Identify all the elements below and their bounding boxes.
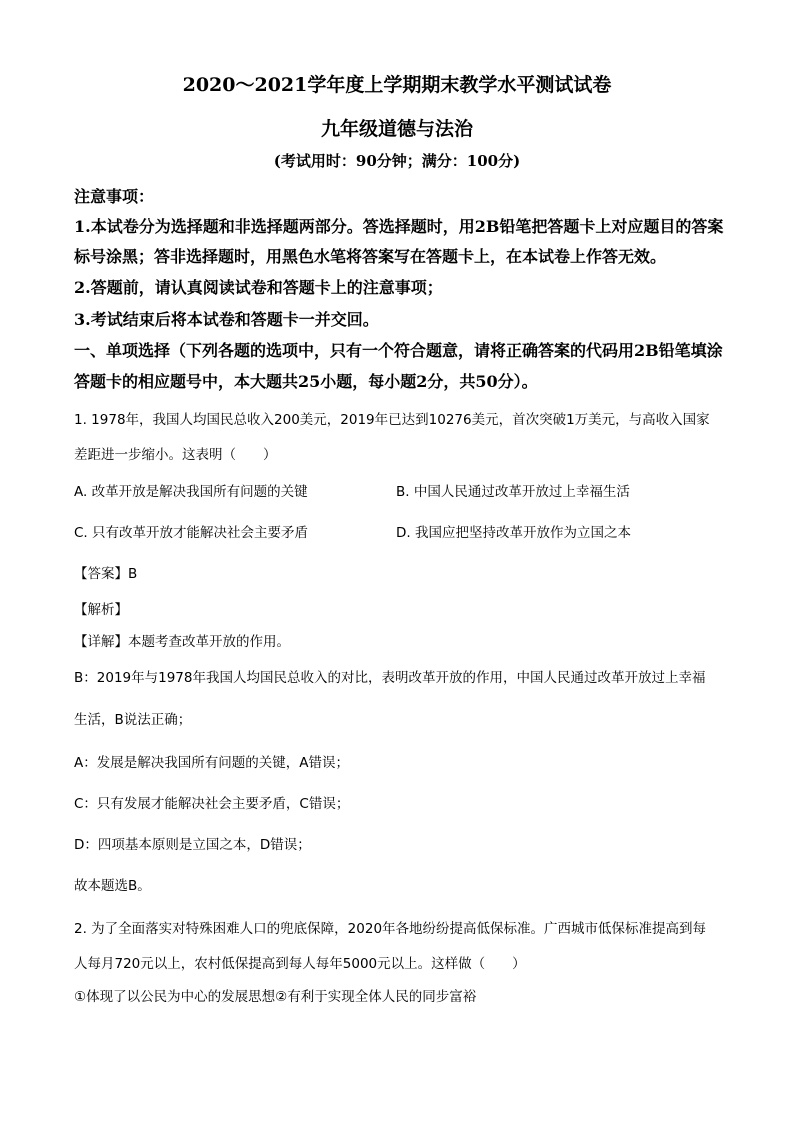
q2-stem-line-1: 2. 为了全面落实对特殊困难人口的兜底保障，2020年各地纷纷提高低保标准。广西城市低保标准提高到每 xyxy=(74,921,707,937)
q1-option-c: C. 只有改革开放才能解决社会主要矛盾 xyxy=(74,525,309,541)
q1-stem-line-2: 差距进一步缩小。这表明（ ） xyxy=(74,447,277,463)
exam-info: (考试用时：90分钟；满分：100分) xyxy=(273,152,521,170)
q1-note-b-line-2: 生活，B说法正确； xyxy=(74,712,192,728)
notice-item-3: 3.考试结束后将本试卷和答题卡一并交回。 xyxy=(74,310,379,329)
q1-conclusion: 故本题选B。 xyxy=(74,878,151,894)
section-1-line-2: 答题卡的相应题号中，本大题共25小题，每小题2分，共50分）。 xyxy=(74,372,538,391)
q2-stem-line-3: ①体现了以公民为中心的发展思想②有利于实现全体人民的同步富裕 xyxy=(74,989,477,1005)
q1-note-c: C：只有发展才能解决社会主要矛盾，C错误； xyxy=(74,796,350,812)
notice-heading: 注意事项： xyxy=(74,187,155,206)
q1-note-b-line-1: B：2019年与1978年我国人均国民总收入的对比，表明改革开放的作用，中国人民通过改革开放过上幸福 xyxy=(74,670,706,686)
q1-answer: 【答案】B xyxy=(74,566,138,582)
q1-option-b: B. 中国人民通过改革开放过上幸福生活 xyxy=(396,484,630,500)
q1-detail: 【详解】本题考查改革开放的作用。 xyxy=(74,634,290,650)
notice-item-1-line-1: 1.本试卷分为选择题和非选择题两部分。答选择题时，用2B铅笔把答题卡上对应题目的答案 xyxy=(74,217,724,236)
section-1-line-1: 一、单项选择（下列各题的选项中，只有一个符合题意，请将正确答案的代码用2B铅笔填涂 xyxy=(74,341,723,360)
q1-note-d: D：四项基本原则是立国之本，D错误； xyxy=(74,837,311,853)
exam-title: 2020～2021学年度上学期期末教学水平测试试卷 xyxy=(182,74,612,96)
notice-item-2: 2.答题前，请认真阅读试卷和答题卡上的注意事项； xyxy=(74,278,443,297)
q1-analysis-label: 【解析】 xyxy=(74,602,128,618)
q1-option-d: D. 我国应把坚持改革开放作为立国之本 xyxy=(396,525,631,541)
q1-stem-line-1: 1. 1978年，我国人均国民总收入200美元，2019年已达到10276美元，首次突破1万美元，与高收入国家 xyxy=(74,412,710,428)
q2-stem-line-2: 人每月720元以上，农村低保提高到每人每年5000元以上。这样做（ ） xyxy=(74,956,526,972)
notice-item-1-line-2: 标号涂黑；答非选择题时，用黑色水笔将答案写在答题卡上，在本试卷上作答无效。 xyxy=(74,247,667,266)
q1-note-a: A：发展是解决我国所有问题的关键，A错误； xyxy=(74,755,349,771)
q1-option-a: A. 改革开放是解决我国所有问题的关键 xyxy=(74,484,308,500)
exam-subtitle: 九年级道德与法治 xyxy=(320,118,473,140)
